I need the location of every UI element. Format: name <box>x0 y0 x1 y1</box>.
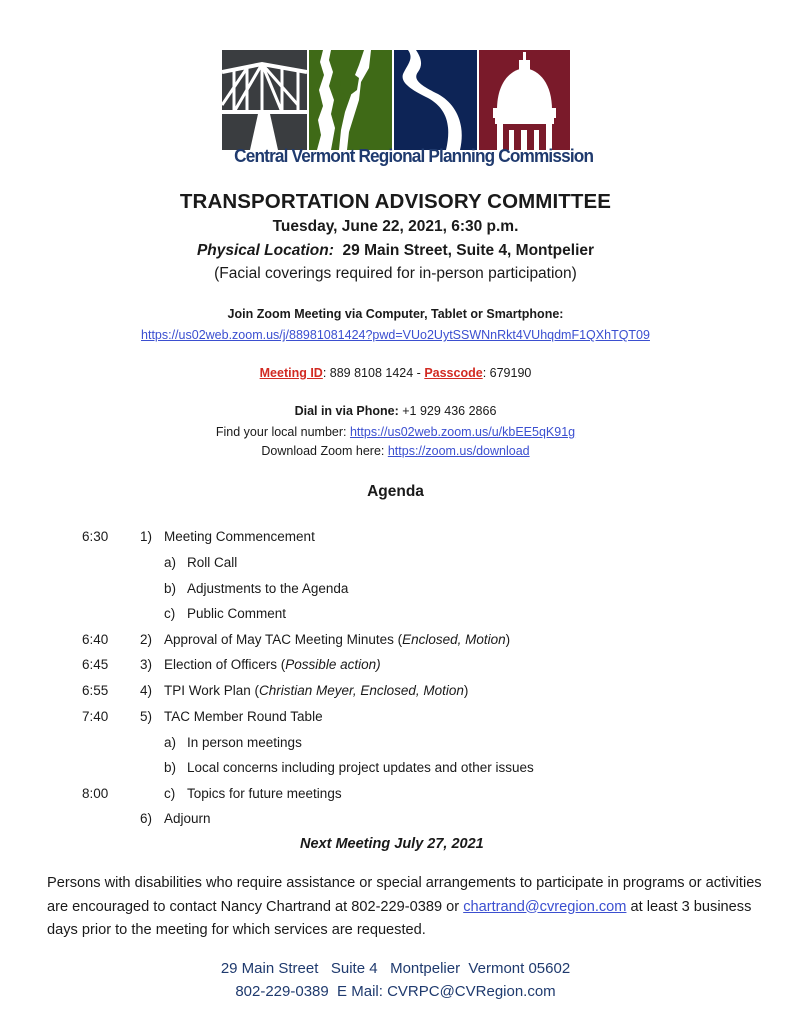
agenda-sub-item: Roll Call <box>187 555 238 570</box>
agenda-sub-item: Adjustments to the Agenda <box>187 581 349 596</box>
agenda-heading: Agenda <box>367 483 424 500</box>
agenda-item: Meeting Commencement <box>164 529 315 544</box>
agenda-item-text: Election of Officers ( <box>164 657 286 672</box>
agenda-time: 6:55 <box>82 683 109 698</box>
agenda-sub-letter: a) <box>164 735 177 750</box>
agenda-item-note: Possible action) <box>285 657 381 672</box>
agenda-sub-letter: a) <box>164 555 177 570</box>
location-value: 29 Main Street, Suite 4, Montpelier <box>342 242 595 259</box>
agenda-item <box>164 683 468 698</box>
agenda-number: 5) <box>140 709 153 724</box>
agenda-item-note: Christian Meyer, Enclosed, Motion <box>259 683 464 698</box>
agenda-item <box>164 632 510 647</box>
location-label: Physical Location: <box>196 242 334 259</box>
find-local-number-link[interactable]: https://us02web.zoom.us/u/kbEE5qK91g <box>349 425 576 439</box>
logo-caption: Central Vermont Regional Planning Commission <box>234 145 594 166</box>
facial-covering-note: (Facial coverings required for in-person participation) <box>214 265 577 282</box>
dial-in-label: Dial in via Phone: <box>294 404 399 418</box>
zoom-heading: Join Zoom Meeting via Computer, Tablet or Smartphone: <box>227 307 564 321</box>
accessibility-text: Persons with disabilities who require assistance or special arrangements to participate in programs or activities are encouraged to contact Nancy Chartrand at 802-229-0389 or <box>47 875 762 915</box>
river-icon <box>394 50 477 150</box>
agenda-item <box>164 657 381 672</box>
agenda-sub-item: In person meetings <box>187 735 302 750</box>
agenda-sub-letter: b) <box>164 760 177 775</box>
vermont-map-icon <box>309 50 392 150</box>
agenda-sub-item: Local concerns including project updates and other issues <box>187 760 534 775</box>
agenda-time: 6:45 <box>82 657 109 672</box>
download-zoom-label: Download Zoom here: <box>261 444 388 458</box>
agenda-time: 8:00 <box>82 786 109 801</box>
dial-in-number: +1 929 436 2866 <box>398 404 497 418</box>
capitol-dome-icon <box>479 50 570 150</box>
agenda-number: 4) <box>140 683 153 698</box>
agenda-sub-letter: b) <box>164 581 177 596</box>
agenda-sub-letter: c) <box>164 786 176 801</box>
agenda-number: 6) <box>140 811 153 826</box>
agenda-item-text: Approval of May TAC Meeting Minutes ( <box>164 632 403 647</box>
meeting-id-row <box>0 366 791 380</box>
download-zoom-row <box>0 444 791 458</box>
agenda-item: Adjourn <box>164 811 211 826</box>
agenda-number: 2) <box>140 632 153 647</box>
meeting-id-label: Meeting ID <box>259 366 323 380</box>
bridge-icon <box>222 50 307 150</box>
agenda-time: 7:40 <box>82 709 109 724</box>
passcode-value: : 679190 <box>482 366 532 380</box>
download-zoom-link[interactable]: https://zoom.us/download <box>387 444 530 458</box>
accessibility-text-end: at least 3 business days prior to the meeting for which services are requested. <box>47 898 752 938</box>
contact-email-link[interactable]: chartrand@cvregion.com <box>463 898 627 915</box>
passcode-label: Passcode <box>424 366 483 380</box>
footer-contact: 802-229-0389 E Mail: CVRPC@CVRegion.com <box>235 983 556 1000</box>
agenda-time: 6:40 <box>82 632 109 647</box>
physical-location <box>0 242 791 260</box>
page-title: TRANSPORTATION ADVISORY COMMITTEE <box>179 190 612 213</box>
agenda-item-note: Enclosed, Motion <box>402 632 506 647</box>
agenda-item: TAC Member Round Table <box>164 709 323 724</box>
agenda-item-tail: ) <box>463 683 469 698</box>
dial-in-row <box>0 404 791 418</box>
cvrpc-logo <box>222 50 594 166</box>
agenda-number: 3) <box>140 657 153 672</box>
find-local-number-label: Find your local number: <box>215 425 350 439</box>
next-meeting: Next Meeting July 27, 2021 <box>300 836 484 852</box>
accessibility-notice <box>47 872 767 943</box>
footer-address: 29 Main Street Suite 4 Montpelier Vermont 05602 <box>220 960 571 977</box>
zoom-meeting-link[interactable]: https://us02web.zoom.us/j/88981081424?pwd=VUo2UytSSWNnRkt4VUhqdmF1QXhTQT09 <box>141 328 650 342</box>
agenda-item-tail: ) <box>505 632 511 647</box>
agenda-item-text: TPI Work Plan ( <box>164 683 260 698</box>
meeting-date: Tuesday, June 22, 2021, 6:30 p.m. <box>272 218 519 235</box>
meeting-id-value: : 889 8108 1424 - <box>322 366 425 380</box>
agenda-sub-letter: c) <box>164 606 176 621</box>
agenda-sub-item: Public Comment <box>187 606 287 621</box>
agenda-time: 6:30 <box>82 529 109 544</box>
agenda-sub-item: Topics for future meetings <box>187 786 342 801</box>
zoom-meeting-link-row <box>0 328 791 342</box>
find-local-number-row <box>0 425 791 439</box>
agenda-number: 1) <box>140 529 153 544</box>
